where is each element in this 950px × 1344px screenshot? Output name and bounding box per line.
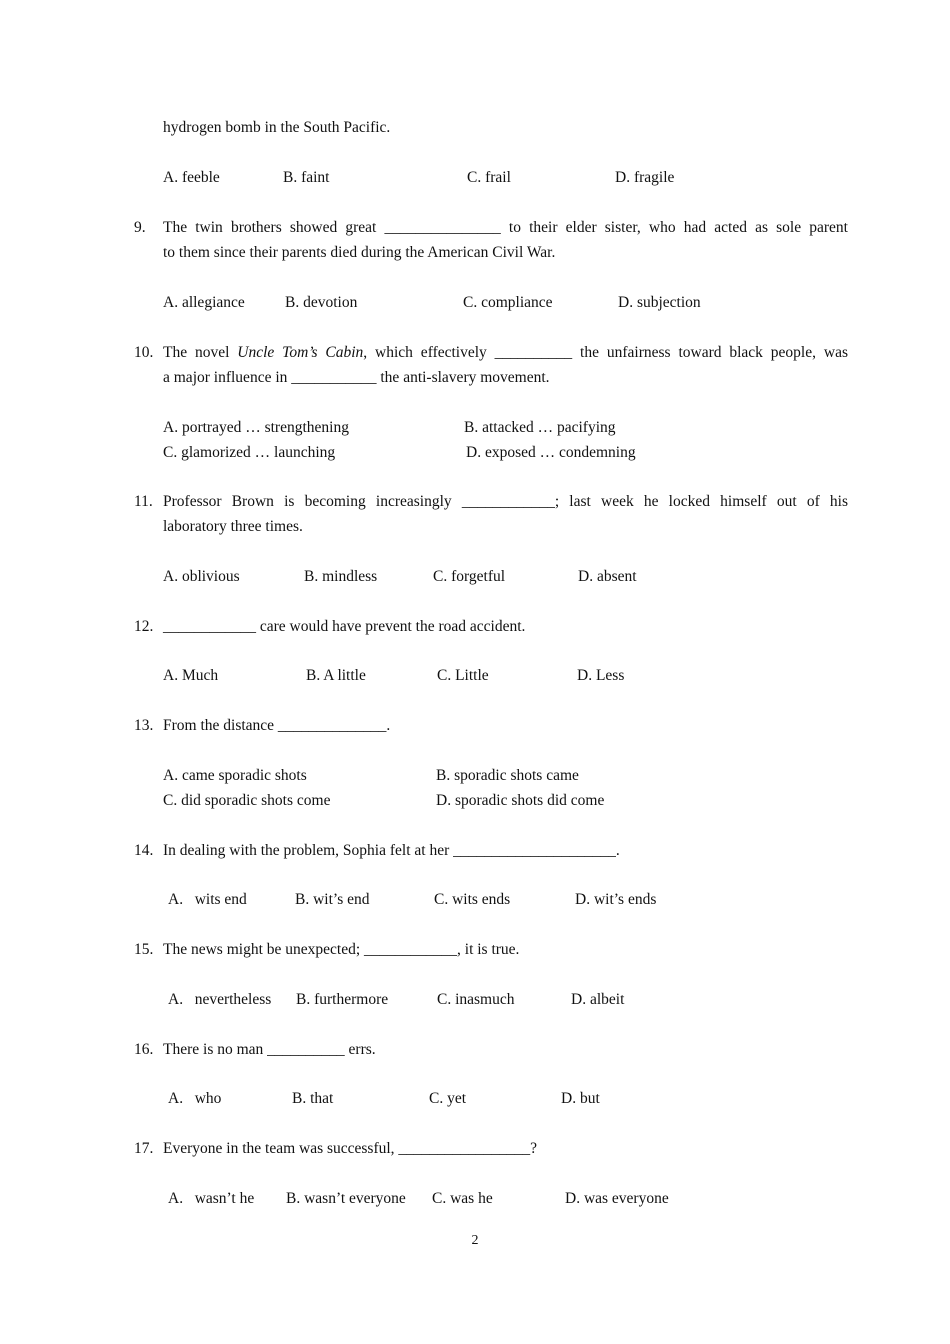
q10-novel-title: Uncle Tom’s Cabin (237, 344, 364, 361)
q15-option-b[interactable]: B. furthermore (296, 991, 389, 1008)
q12-option-c[interactable]: C. Little (437, 667, 489, 684)
q13-option-a[interactable]: A. came sporadic shots (163, 767, 307, 784)
page-number: 2 (471, 1233, 479, 1248)
q9-option-b[interactable]: B. devotion (285, 294, 358, 311)
q14-number: 14. (134, 842, 154, 859)
q17-option-a[interactable]: A. wasn’t he (168, 1190, 255, 1207)
q16-option-b[interactable]: B. that (292, 1090, 334, 1107)
q15-option-a[interactable]: A. nevertheless (168, 991, 272, 1008)
q12-option-d[interactable]: D. Less (577, 667, 625, 684)
q10-stem-line1 (163, 343, 848, 363)
q10-option-d[interactable]: D. exposed … condemning (466, 444, 636, 461)
q11-option-a[interactable]: A. oblivious (163, 568, 240, 585)
q14-option-a[interactable]: A. wits end (168, 891, 247, 908)
q17-option-d[interactable]: D. was everyone (565, 1190, 669, 1207)
q15-option-d[interactable]: D. albeit (571, 991, 625, 1008)
q13-option-d[interactable]: D. sporadic shots did come (436, 792, 605, 809)
q11-option-c[interactable]: C. forgetful (433, 568, 506, 585)
q8-option-b[interactable]: B. faint (283, 169, 330, 186)
q17-stem: Everyone in the team was successful, _________________? (163, 1140, 538, 1157)
q10-stem-pre: The novel (163, 344, 238, 361)
q10-option-b[interactable]: B. attacked … pacifying (464, 419, 616, 436)
q14-option-b[interactable]: B. wit’s end (295, 891, 370, 908)
q11-stem-line1: Professor Brown is becoming increasingly ____________; last week he locked himself out of his (163, 493, 848, 510)
q9-option-d[interactable]: D. subjection (618, 294, 701, 311)
q17-number: 17. (134, 1140, 154, 1157)
q16-option-d[interactable]: D. but (561, 1090, 600, 1107)
q14-stem: In dealing with the problem, Sophia felt at her _____________________. (163, 842, 620, 859)
q16-option-a[interactable]: A. who (168, 1090, 222, 1107)
q10-option-c[interactable]: C. glamorized … launching (163, 444, 336, 461)
q14-option-d[interactable]: D. wit’s ends (575, 891, 657, 908)
q17-option-b[interactable]: B. wasn’t everyone (286, 1190, 406, 1207)
q11-option-d[interactable]: D. absent (578, 568, 637, 585)
q11-number: 11. (134, 493, 153, 510)
q9-option-c[interactable]: C. compliance (463, 294, 553, 311)
q8-continuation: hydrogen bomb in the South Pacific. (163, 119, 391, 136)
q8-option-a[interactable]: A. feeble (163, 169, 220, 186)
q16-number: 16. (134, 1041, 154, 1058)
q10-option-a[interactable]: A. portrayed … strengthening (163, 419, 349, 436)
q11-stem-line2: laboratory three times. (163, 518, 303, 535)
q17-option-c[interactable]: C. was he (432, 1190, 493, 1207)
q9-stem-line1: The twin brothers showed great _______________ to their elder sister, who had acted as sole parent (163, 219, 848, 236)
q13-number: 13. (134, 717, 154, 734)
q9-stem-line2: to them since their parents died during the American Civil War. (163, 244, 556, 261)
q13-option-c[interactable]: C. did sporadic shots come (163, 792, 331, 809)
q9-option-a[interactable]: A. allegiance (163, 294, 245, 311)
q10-number: 10. (134, 344, 154, 361)
q8-option-c[interactable]: C. frail (467, 169, 511, 186)
q8-option-d[interactable]: D. fragile (615, 169, 675, 186)
q12-number: 12. (134, 618, 154, 635)
q16-stem: There is no man __________ errs. (163, 1041, 376, 1058)
q11-option-b[interactable]: B. mindless (304, 568, 378, 585)
q12-option-b[interactable]: B. A little (306, 667, 366, 684)
q13-option-b[interactable]: B. sporadic shots came (436, 767, 579, 784)
q10-stem-line2: a major influence in ___________ the anti-slavery movement. (163, 369, 550, 386)
q15-stem: The news might be unexpected; ____________, it is true. (163, 941, 520, 958)
q12-option-a[interactable]: A. Much (163, 667, 219, 684)
q13-stem: From the distance ______________. (163, 717, 391, 734)
q10-stem-post: , which effectively __________ the unfairness toward black people, was (363, 344, 848, 361)
q9-number: 9. (134, 219, 146, 236)
q14-option-c[interactable]: C. wits ends (434, 891, 511, 908)
q15-option-c[interactable]: C. inasmuch (437, 991, 515, 1008)
q12-stem: ____________ care would have prevent the road accident. (163, 618, 526, 635)
q16-option-c[interactable]: C. yet (429, 1090, 467, 1107)
q15-number: 15. (134, 941, 154, 958)
